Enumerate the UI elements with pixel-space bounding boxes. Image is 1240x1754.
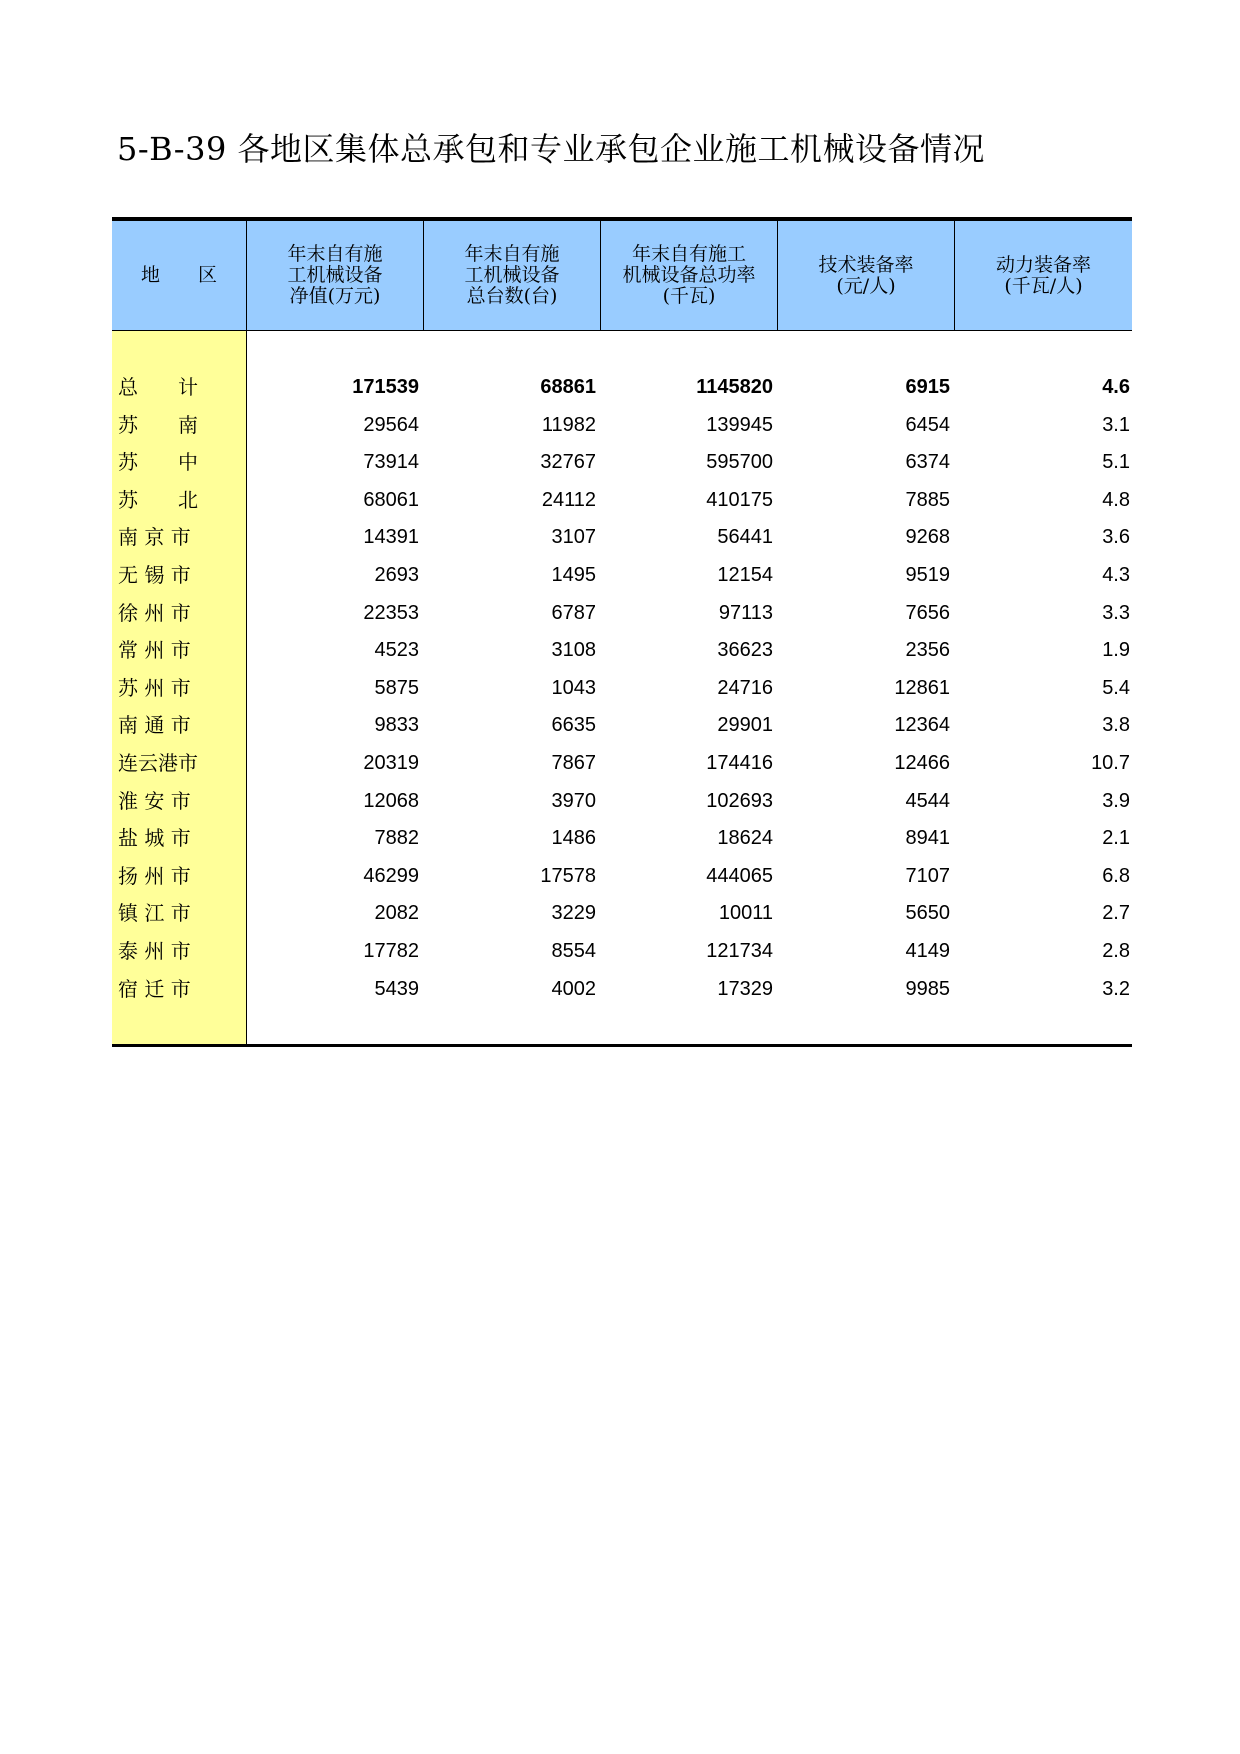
table-body <box>112 331 1132 1044</box>
cell-v5: 3.3 <box>1102 601 1130 624</box>
header-unit-count-line1: 年末自有施 <box>464 243 560 265</box>
header-unit-count-line3: 总台数(台) <box>466 285 558 307</box>
region-name: 无 锡 市 <box>118 563 191 587</box>
cell-v5: 3.6 <box>1102 526 1130 549</box>
cell-v1: 68061 <box>363 488 419 511</box>
cell-v2: 32767 <box>540 451 596 474</box>
cell-v1: 46299 <box>363 864 419 887</box>
cell-v2: 3107 <box>551 526 596 549</box>
header-tech-equip-rate-line1: 技术装备率 <box>818 253 914 276</box>
cell-v5: 2.1 <box>1102 827 1130 850</box>
header-power-equip-rate-line2: (千瓦/人) <box>1004 274 1083 297</box>
cell-v1: 7882 <box>374 827 419 850</box>
cell-v5: 3.8 <box>1102 714 1130 737</box>
cell-v4: 8941 <box>905 827 950 850</box>
cell-v4: 12364 <box>894 714 950 737</box>
cell-v3: 29901 <box>717 714 773 737</box>
cell-v3: 139945 <box>706 413 773 436</box>
table-header <box>112 221 1132 331</box>
cell-v4: 9268 <box>905 526 950 549</box>
cell-v2: 1495 <box>551 564 596 586</box>
cell-v1: 171539 <box>352 376 419 398</box>
region-name: 徐 州 市 <box>118 600 191 625</box>
cell-v3: 10011 <box>718 902 773 925</box>
page-title: 5-B-39 各地区集体总承包和专业承包企业施工机械设备情况 <box>117 130 985 168</box>
region-name: 苏 州 市 <box>118 675 191 700</box>
cell-v1: 5439 <box>374 977 419 1000</box>
cell-v4: 4149 <box>905 940 950 962</box>
cell-v1: 20319 <box>363 752 419 774</box>
table-row <box>112 783 1132 820</box>
cell-v5: 4.8 <box>1102 488 1130 511</box>
cell-v4: 6374 <box>905 451 950 474</box>
table-row <box>112 595 1132 632</box>
cell-v5: 5.4 <box>1102 676 1130 699</box>
cell-v1: 73914 <box>363 451 419 474</box>
cell-v2: 1043 <box>551 676 596 699</box>
table-bottom-rule <box>112 1044 1132 1047</box>
cell-v4: 7656 <box>905 601 950 624</box>
cell-v4: 5650 <box>905 902 950 925</box>
cell-v5: 5.1 <box>1102 451 1130 474</box>
cell-v3: 102693 <box>706 789 773 812</box>
cell-v5: 1.9 <box>1102 639 1130 662</box>
region-name: 苏 南 <box>118 412 198 437</box>
cell-v1: 12068 <box>363 789 419 812</box>
cell-v5: 2.7 <box>1102 902 1130 925</box>
cell-v3: 121734 <box>706 940 773 962</box>
cell-v2: 3108 <box>551 639 596 662</box>
header-region-label: 地 区 <box>140 264 217 286</box>
cell-v2: 3970 <box>551 789 596 812</box>
cell-v3: 24716 <box>717 676 773 699</box>
cell-v3: 410175 <box>706 488 773 511</box>
cell-v5: 6.8 <box>1102 864 1130 887</box>
cell-v3: 18624 <box>717 827 773 850</box>
cell-v5: 3.1 <box>1102 413 1130 436</box>
cell-v4: 9985 <box>905 977 950 1000</box>
region-name: 总 计 <box>118 375 198 399</box>
cell-v2: 11982 <box>541 413 596 436</box>
cell-v5: 3.9 <box>1102 789 1130 812</box>
region-name: 宿 迁 市 <box>118 976 191 1001</box>
header-unit-count <box>424 221 600 330</box>
header-region <box>112 221 246 330</box>
cell-v1: 2693 <box>374 564 419 586</box>
table-row <box>112 482 1132 519</box>
cell-v2: 68861 <box>540 376 596 398</box>
region-name: 扬 州 市 <box>118 863 191 888</box>
region-name: 盐 城 市 <box>118 826 191 851</box>
header-total-power-line3: (千瓦) <box>662 285 716 307</box>
header-net-value-line2: 工机械设备 <box>287 264 383 286</box>
cell-v5: 4.3 <box>1102 564 1130 586</box>
table-row <box>112 369 1132 406</box>
table-row <box>112 670 1132 707</box>
cell-v5: 2.8 <box>1102 940 1130 962</box>
header-power-equip-rate <box>955 221 1132 330</box>
header-tech-equip-rate-line2: (元/人) <box>836 274 896 297</box>
cell-v5: 3.2 <box>1102 977 1130 1000</box>
region-name: 苏 中 <box>118 450 198 475</box>
cell-v5: 4.6 <box>1102 376 1130 398</box>
table-row <box>112 407 1132 444</box>
cell-v4: 7107 <box>905 864 950 887</box>
cell-v2: 3229 <box>551 902 596 925</box>
cell-v1: 29564 <box>363 413 419 436</box>
cell-v2: 8554 <box>551 940 596 962</box>
table-row <box>112 632 1132 669</box>
cell-v4: 9519 <box>905 564 950 586</box>
cell-v4: 2356 <box>905 639 950 662</box>
cell-v2: 6635 <box>551 714 596 737</box>
table-row <box>112 444 1132 481</box>
region-name: 泰 州 市 <box>118 939 191 963</box>
cell-v1: 5875 <box>374 676 419 699</box>
cell-v3: 595700 <box>706 451 773 474</box>
cell-v3: 36623 <box>717 639 773 662</box>
cell-v3: 56441 <box>717 526 773 549</box>
cell-v3: 12154 <box>717 564 773 586</box>
cell-v2: 24112 <box>541 488 596 511</box>
table-row <box>112 519 1132 556</box>
cell-v4: 6915 <box>905 376 950 398</box>
region-name: 常 州 市 <box>118 638 191 663</box>
cell-v3: 97113 <box>718 601 773 624</box>
cell-v3: 444065 <box>706 864 773 887</box>
cell-v2: 1486 <box>551 827 596 850</box>
cell-v4: 4544 <box>905 789 950 812</box>
header-total-power-line2: 机械设备总功率 <box>622 264 756 286</box>
header-total-power-line1: 年末自有施工 <box>631 243 746 265</box>
header-total-power <box>601 221 777 330</box>
table-row <box>112 707 1132 744</box>
cell-v4: 12861 <box>894 676 950 699</box>
region-name: 南 通 市 <box>118 713 191 738</box>
cell-v1: 22353 <box>363 601 419 624</box>
cell-v2: 6787 <box>551 601 596 624</box>
region-name: 苏 北 <box>118 487 198 512</box>
table-row <box>112 820 1132 857</box>
header-net-value-line3: 净值(万元) <box>289 285 381 307</box>
cell-v1: 4523 <box>374 639 419 662</box>
cell-v4: 6454 <box>905 413 950 436</box>
cell-v3: 17329 <box>717 977 773 1000</box>
cell-v5: 10.7 <box>1091 752 1130 774</box>
cell-v2: 17578 <box>540 864 596 887</box>
cell-v1: 14391 <box>363 526 419 549</box>
header-power-equip-rate-line1: 动力装备率 <box>995 253 1091 276</box>
header-unit-count-line2: 工机械设备 <box>464 264 560 286</box>
header-tech-equip-rate <box>778 221 954 330</box>
cell-v1: 2082 <box>374 902 419 925</box>
table-row <box>112 557 1132 594</box>
cell-v4: 7885 <box>905 488 950 511</box>
table-row <box>112 745 1132 782</box>
region-name: 连云港市 <box>118 751 198 775</box>
region-name: 镇 江 市 <box>118 901 191 926</box>
cell-v1: 17782 <box>363 940 419 962</box>
table-row <box>112 971 1132 1008</box>
table-row <box>112 858 1132 895</box>
cell-v3: 174416 <box>706 752 773 774</box>
region-name: 淮 安 市 <box>118 788 191 813</box>
table-row <box>112 933 1132 970</box>
cell-v3: 1145820 <box>696 376 773 398</box>
region-name: 南 京 市 <box>118 525 191 550</box>
cell-v2: 7867 <box>551 752 596 774</box>
header-net-value <box>247 221 423 330</box>
table-row <box>112 895 1132 932</box>
header-net-value-line1: 年末自有施 <box>287 243 383 265</box>
cell-v1: 9833 <box>374 714 419 737</box>
cell-v4: 12466 <box>894 752 950 774</box>
cell-v2: 4002 <box>551 977 596 1000</box>
